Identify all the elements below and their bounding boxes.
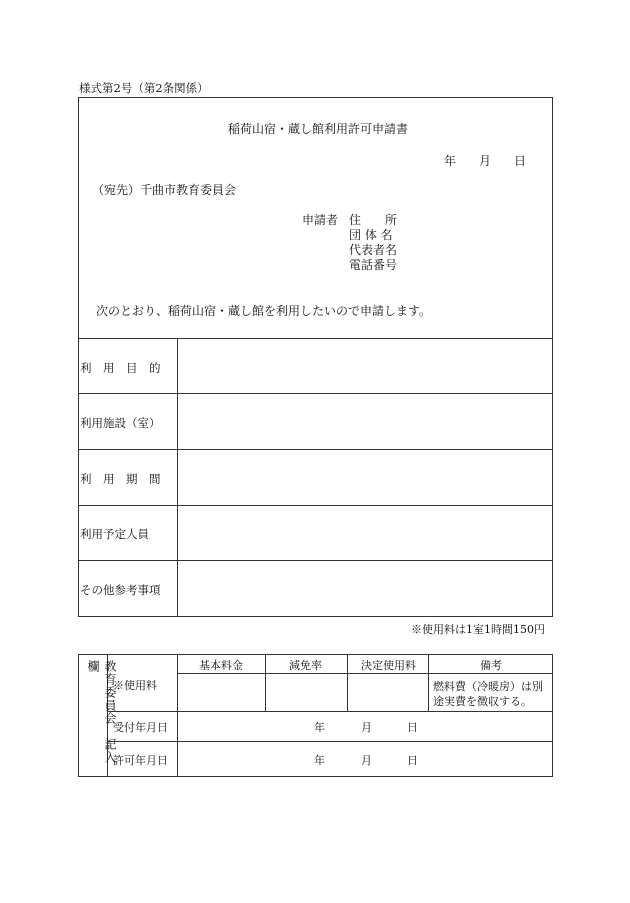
office-col-divider [428,654,429,711]
row-label-purpose: 利 用 目 的 [80,361,161,375]
permitted-month: 月 [361,754,372,767]
row-value-attendees[interactable] [180,507,550,558]
row-divider [78,338,553,339]
form-title: 稲荷山宿・蔵し館利用許可申請書 [228,122,409,136]
intro-text: 次のとおり、稲荷山宿・蔵し館を利用したいので申請します。 [96,304,432,318]
form-number-label: 様式第2号（第2条関係） [79,81,209,95]
header-base-fee: 基本料金 [199,659,243,672]
fee-note: ※使用料は1室1時間150円 [411,623,545,636]
permitted-date-label: 許可年月日 [113,754,168,767]
date-month: 月 [479,154,492,168]
permitted-day: 日 [407,754,418,767]
row-value-period[interactable] [180,451,550,503]
reduction-rate-cell[interactable] [267,675,345,709]
row-divider [78,393,553,394]
row-divider [78,449,553,450]
received-day: 日 [407,721,418,734]
office-row-divider [107,741,553,742]
row-divider [78,505,553,506]
row-label-other: その他参考事項 [80,583,161,597]
row-label-facility: 利用施設（室） [80,416,161,430]
header-final-fee: 決定使用料 [361,659,416,672]
received-year: 年 [314,721,325,734]
base-fee-cell[interactable] [179,675,263,709]
office-header-divider [177,673,553,674]
date-day: 日 [514,154,527,168]
row-value-purpose[interactable] [180,340,550,391]
row-divider [78,560,553,561]
applicant-group-label: 団 体 名 [349,228,393,242]
office-row-divider [107,711,553,712]
applicant-address-label: 住 所 [349,213,398,227]
header-reduction-rate: 減免率 [289,659,322,672]
addressee: （宛先）千曲市教育委員会 [92,183,237,197]
office-col-divider [265,654,266,711]
office-side-label: 教育委員会 記入欄 [86,660,117,764]
permitted-year: 年 [314,754,325,767]
office-col-divider [347,654,348,711]
received-month: 月 [361,721,372,734]
date-year: 年 [444,154,457,168]
row-label-divider [177,338,178,617]
row-label-attendees: 利用予定人員 [80,527,149,541]
row-value-facility[interactable] [180,395,550,447]
applicant-label: 申請者 [302,213,339,227]
applicant-phone-label: 電話番号 [349,258,398,272]
received-date-label: 受付年月日 [113,721,168,734]
remarks-text: 燃料費（冷暖房）は別途実費を徴収する。 [433,680,543,708]
final-fee-cell[interactable] [349,675,426,709]
office-label-divider [177,654,178,777]
office-fee-label: ※使用料 [113,679,157,692]
row-value-other[interactable] [180,562,550,615]
header-remarks: 備考 [480,659,502,672]
row-label-period: 利 用 期 間 [80,472,161,486]
applicant-representative-label: 代表者名 [349,243,398,257]
